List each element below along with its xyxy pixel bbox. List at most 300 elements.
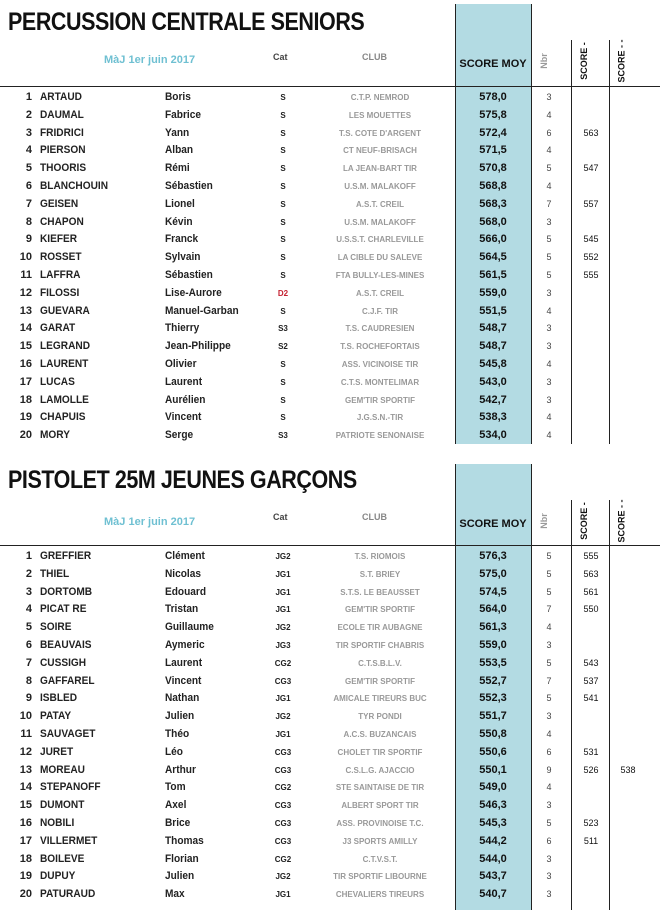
last-name-cell: ARTAUD [40,91,82,103]
first-name-cell: Clément [165,550,205,562]
club-cell: C.T.P. NEMROD [350,93,410,102]
first-name-cell: Tom [165,781,186,794]
header-score-moy: SCORE MOY [459,58,527,70]
category-cell: S [280,182,286,191]
table-row [0,249,660,267]
average-score-cell: 571,5 [479,144,507,157]
category-cell: CG3 [274,676,292,686]
club-cell: A.C.S. BUZANCAIS [343,730,417,739]
category-cell: JG3 [275,641,291,650]
category-cell: S [280,360,286,369]
average-score-cell: 551,7 [479,710,507,723]
match-count-cell: 5 [546,252,552,263]
match-count-cell: 6 [546,127,552,138]
average-score-cell: 553,5 [479,656,507,669]
first-name-cell: Rémi [165,162,190,175]
match-count-cell: 4 [546,782,552,793]
table-row [0,231,660,249]
score1-cell: 555 [583,270,599,280]
first-name-cell: Olivier [165,358,197,370]
match-count-cell: 5 [546,657,552,668]
table-row [0,673,660,691]
last-name-cell: SOIRE [40,621,72,634]
score1-cell: 563 [583,568,599,579]
last-name-cell: THOORIS [40,162,87,175]
match-count-cell: 7 [546,604,552,615]
table-row [0,178,660,196]
table-row [0,779,660,797]
average-score-cell: 550,8 [479,728,507,740]
score1-cell: 543 [583,657,599,668]
header-score2: SCORE - - [616,499,627,543]
average-score-cell: 545,3 [479,817,507,829]
average-score-cell: 561,3 [479,621,507,634]
match-count-cell: 4 [546,622,552,633]
category-cell: S [280,235,286,245]
first-name-cell: Tristan [165,603,199,616]
first-name-cell: Manuel-Garban [165,304,239,317]
first-name-cell: Léo [165,745,183,758]
first-name-cell: Axel [165,799,187,812]
category-cell: CG3 [274,801,292,811]
average-score-cell: 546,3 [479,799,507,812]
rank-cell: 16 [19,817,32,829]
rank-cell: 8 [25,215,32,228]
first-name-cell: Boris [165,91,191,103]
category-cell: S [280,377,286,387]
average-score-cell: 551,5 [479,304,507,317]
header-club: CLUB [362,512,387,522]
score1-cell: 523 [583,818,599,828]
match-count-cell: 5 [546,551,552,561]
club-cell: C.T.S.B.L.V. [358,658,402,668]
match-count-cell: 4 [546,729,552,739]
table-row [0,601,660,619]
category-cell: S [280,146,286,156]
last-name-cell: PATURAUD [40,888,96,901]
rank-cell: 13 [19,304,32,317]
average-score-cell: 550,1 [479,763,507,776]
first-name-cell: Théo [165,728,190,740]
average-score-cell: 540,7 [479,888,507,901]
category-cell: S2 [278,342,288,352]
first-name-cell: Laurent [165,375,203,388]
first-name-cell: Aymeric [165,639,205,651]
match-count-cell: 4 [546,430,552,441]
rank-cell: 2 [25,567,32,580]
category-cell: JG1 [275,605,291,615]
score1-cell: 547 [583,163,599,174]
table-row [0,338,660,356]
last-name-cell: GAFFAREL [40,674,95,687]
club-cell: CHOLET TIR SPORTIF [337,747,423,757]
average-score-cell: 538,3 [479,411,507,424]
match-count-cell: 5 [546,234,552,245]
club-cell: STE SAINTAISE DE TIR [335,783,425,793]
category-cell: S [280,217,286,227]
last-name-cell: CHAPUIS [40,411,86,424]
match-count-cell: 4 [546,145,552,156]
rank-cell: 14 [19,781,32,794]
average-score-cell: 574,5 [479,585,507,598]
average-score-cell: 566,0 [479,233,507,246]
table-row [0,797,660,815]
last-name-cell: CHAPON [40,215,84,228]
club-cell: GEM'TIR SPORTIF [345,676,415,686]
match-count-cell: 5 [546,163,552,174]
rank-cell: 10 [19,251,32,264]
last-name-cell: KIEFER [40,233,78,246]
header-divider [0,86,571,87]
club-cell: J3 SPORTS AMILLY [342,836,418,846]
average-score-cell: 564,0 [479,603,507,616]
rank-cell: 7 [25,656,32,669]
first-name-cell: Arthur [165,763,196,776]
table-row [0,142,660,160]
first-name-cell: Alban [165,144,194,157]
table-row [0,762,660,780]
club-cell: LA CIBLE DU SALEVE [337,253,423,263]
last-name-cell: GARAT [40,322,76,335]
category-cell: S [280,413,286,423]
last-name-cell: PICAT RE [40,603,87,616]
match-count-cell: 4 [546,305,552,316]
category-cell: JG2 [275,552,291,561]
average-score-cell: 552,3 [479,692,507,705]
score1-cell: 555 [583,551,599,561]
rank-cell: 12 [19,286,32,299]
average-score-cell: 548,7 [479,322,507,335]
match-count-cell: 9 [546,764,552,775]
first-name-cell: Laurent [165,656,203,669]
table-row [0,303,660,321]
rank-cell: 1 [25,550,32,562]
match-count-cell: 7 [546,198,552,209]
match-count-cell: 3 [546,800,552,811]
table-row [0,833,660,851]
match-count-cell: 5 [546,568,552,579]
table-row [0,815,660,833]
table-row [0,744,660,762]
table-row [0,285,660,303]
last-name-cell: JURET [40,745,74,758]
table-row [0,851,660,869]
category-cell: JG1 [275,587,291,597]
first-name-cell: Yann [165,126,190,139]
table-row [0,196,660,214]
table-row [0,89,660,107]
score1-cell: 563 [583,127,599,138]
rank-cell: 19 [19,870,32,883]
last-name-cell: PIERSON [40,144,86,157]
rank-cell: 20 [19,888,32,901]
first-name-cell: Franck [165,233,199,246]
score1-cell: 511 [583,835,599,846]
header-cat: Cat [273,52,288,62]
last-name-cell: DAUMAL [40,108,84,121]
average-score-cell: 548,7 [479,340,507,353]
header-nbr: Nbr [538,53,549,69]
average-score-cell: 559,0 [479,286,507,299]
last-name-cell: DUMONT [40,799,85,812]
table-row [0,655,660,673]
last-name-cell: CUSSIGH [40,656,87,669]
first-name-cell: Florian [165,852,199,865]
category-cell: JG1 [275,569,291,579]
last-name-cell: THIEL [40,567,70,580]
first-name-cell: Guillaume [165,621,214,634]
header-score1: SCORE - [578,42,589,80]
club-cell: CT NEUF-BRISACH [343,146,417,156]
category-cell: JG2 [275,712,291,722]
last-name-cell: GREFFIER [40,550,92,562]
last-name-cell: MOREAU [40,763,85,776]
rank-cell: 13 [19,763,32,776]
first-name-cell: Brice [165,817,191,829]
last-name-cell: PATAY [40,710,72,723]
rank-cell: 3 [25,126,32,139]
last-name-cell: GEISEN [40,197,79,210]
club-cell: LA JEAN-BART TIR [343,164,417,174]
score1-cell: 526 [583,764,599,775]
first-name-cell: Nathan [165,692,200,705]
table-row [0,548,660,566]
last-name-cell: ISBLED [40,692,78,705]
average-score-cell: 534,0 [479,429,507,442]
rank-cell: 17 [19,834,32,847]
rank-cell: 11 [20,269,32,281]
club-cell: ALBERT SPORT TIR [341,801,419,811]
club-cell: PATRIOTE SENONAISE [335,431,425,441]
last-name-cell: FRIDRICI [40,126,84,139]
club-cell: C.T.S. MONTELIMAR [340,377,420,387]
last-name-cell: NOBILI [40,817,75,829]
average-score-cell: 564,5 [479,251,507,264]
average-score-cell: 542,7 [479,393,507,406]
club-cell: GEM'TIR SPORTIF [345,605,415,615]
header-score-moy: SCORE MOY [459,518,527,530]
score1-cell: 552 [583,252,599,263]
table-row [0,374,660,392]
rank-cell: 16 [19,358,32,370]
match-count-cell: 3 [546,640,552,650]
last-name-cell: DORTOMB [40,585,93,598]
club-cell: T.S. RIOMOIS [354,552,406,561]
category-cell: D2 [277,288,289,298]
average-score-cell: 568,0 [479,215,507,228]
table-row [0,690,660,708]
match-count-cell: 3 [546,394,552,405]
category-cell: JG1 [275,890,291,900]
rank-cell: 3 [25,585,32,598]
rank-cell: 15 [19,799,32,812]
last-name-cell: SAUVAGET [40,728,96,740]
club-cell: J.G.S.N.-TIR [356,413,404,423]
category-cell: S [280,199,286,209]
average-score-cell: 568,8 [479,180,507,192]
match-count-cell: 4 [546,109,552,120]
match-count-cell: 4 [546,412,552,423]
rank-cell: 9 [25,233,32,246]
rank-cell: 15 [19,340,32,353]
rank-cell: 6 [25,639,32,651]
club-cell: TIR SPORTIF CHABRIS [335,641,425,650]
last-name-cell: BEAUVAIS [40,639,92,651]
rank-cell: 2 [25,108,32,121]
match-count-cell: 3 [546,287,552,298]
club-cell: ASS. PROVINOISE T.C. [336,819,424,828]
first-name-cell: Sylvain [165,251,201,264]
club-cell: C.S.L.G. AJACCIO [345,765,415,775]
club-cell: A.S.T. CREIL [355,199,404,209]
header-nbr: Nbr [538,513,549,529]
match-count-cell: 3 [546,323,552,334]
category-cell: S [280,253,286,263]
club-cell: GEM'TIR SPORTIF [345,395,415,405]
table-row [0,868,660,886]
club-cell: T.S. ROCHEFORTAIS [340,342,420,352]
section-title: PISTOLET 25M JEUNES GARÇONS [8,466,357,494]
average-score-cell: 545,8 [479,358,507,370]
category-cell: CG3 [274,747,292,757]
match-count-cell: 5 [546,586,552,597]
match-count-cell: 7 [546,675,552,686]
club-cell: S.T.S. LE BEAUSSET [340,587,420,597]
average-score-cell: 561,5 [479,269,507,281]
header-score2: SCORE - - [616,39,627,83]
section-title: PERCUSSION CENTRALE SENIORS [8,8,365,36]
average-score-cell: 544,2 [479,834,507,847]
last-name-cell: LAFFRA [40,269,81,281]
rank-cell: 10 [19,710,32,723]
table-row [0,320,660,338]
rank-cell: 17 [19,375,32,388]
average-score-cell: 543,7 [479,870,507,883]
match-count-cell: 5 [546,270,552,280]
table-row [0,726,660,744]
score1-cell: 545 [583,234,599,245]
table-row [0,107,660,125]
category-cell: S [280,395,286,405]
club-cell: T.S. COTE D'ARGENT [339,128,421,138]
rank-cell: 8 [25,674,32,687]
rank-cell: 18 [19,393,32,406]
rank-cell: 11 [20,728,32,740]
club-cell: A.S.T. CREIL [355,288,404,298]
average-score-cell: 576,3 [479,550,507,562]
header-club: CLUB [362,52,387,62]
first-name-cell: Max [165,888,185,901]
table-row [0,392,660,410]
score1-cell: 541 [583,693,599,704]
rank-cell: 5 [25,621,32,634]
club-cell: U.S.S.T. CHARLEVILLE [336,235,424,245]
match-count-cell: 3 [546,376,552,387]
match-count-cell: 4 [546,181,552,191]
average-score-cell: 572,4 [479,126,507,139]
match-count-cell: 5 [546,818,552,828]
category-cell: S [280,271,286,280]
club-cell: T.S. CAUDRESIEN [345,324,415,334]
first-name-cell: Kévin [165,215,193,228]
table-row [0,427,660,445]
table-row [0,566,660,584]
first-name-cell: Thomas [165,834,204,847]
category-cell: CG3 [274,765,292,775]
rank-cell: 4 [25,144,32,157]
score2-cell: 538 [620,764,636,775]
first-name-cell: Sébastien [165,269,213,281]
category-cell: CG2 [274,854,292,864]
update-date: MàJ 1er juin 2017 [104,516,196,528]
rank-cell: 14 [19,322,32,335]
header-divider [571,86,660,87]
club-cell: U.S.M. MALAKOFF [344,182,416,191]
last-name-cell: LEGRAND [40,340,91,353]
rank-cell: 9 [25,692,32,705]
category-cell: S [280,306,286,316]
first-name-cell: Lise-Aurore [165,286,222,299]
club-cell: ECOLE TIR AUBAGNE [337,623,423,633]
first-name-cell: Thierry [165,322,200,335]
category-cell: JG1 [275,730,291,739]
category-cell: S [280,110,286,120]
club-cell: TYR PONDI [358,712,402,722]
section-pistolet-25m-jeunes-garcons [0,458,660,912]
category-cell: S [280,128,286,138]
club-cell: C.T.V.S.T. [362,854,398,864]
match-count-cell: 3 [546,92,552,102]
last-name-cell: GUEVARA [40,304,90,317]
score1-cell: 537 [583,675,599,686]
first-name-cell: Serge [165,429,194,442]
average-score-cell: 543,0 [479,375,507,388]
table-row [0,214,660,232]
category-cell: CG2 [274,658,292,668]
last-name-cell: LUCAS [40,375,75,388]
table-row [0,886,660,904]
rank-cell: 19 [19,411,32,424]
last-name-cell: LAURENT [40,358,89,370]
table-row [0,267,660,285]
first-name-cell: Vincent [165,674,202,687]
first-name-cell: Aurélien [165,393,206,406]
category-cell: CG2 [274,783,292,793]
last-name-cell: BOILEVE [40,852,85,865]
category-cell: JG1 [275,694,291,704]
rank-cell: 20 [19,429,32,442]
match-count-cell: 3 [546,889,552,900]
category-cell: CG3 [274,819,292,828]
first-name-cell: Nicolas [165,567,202,580]
first-name-cell: Sébastien [165,180,213,192]
rank-cell: 1 [25,91,32,103]
first-name-cell: Julien [165,870,195,883]
club-cell: CHEVALIERS TIREURS [335,890,425,900]
average-score-cell: 552,7 [479,674,507,687]
first-name-cell: Lionel [165,197,195,210]
match-count-cell: 6 [546,835,552,846]
table-row [0,584,660,602]
score1-cell: 561 [583,586,599,597]
last-name-cell: BLANCHOUIN [40,180,109,192]
header-divider [0,545,660,546]
club-cell: FTA BULLY-LES-MINES [335,271,425,280]
header-score1: SCORE - [578,502,589,540]
average-score-cell: 570,8 [479,162,507,175]
category-cell: S3 [278,324,288,334]
average-score-cell: 575,0 [479,567,507,580]
